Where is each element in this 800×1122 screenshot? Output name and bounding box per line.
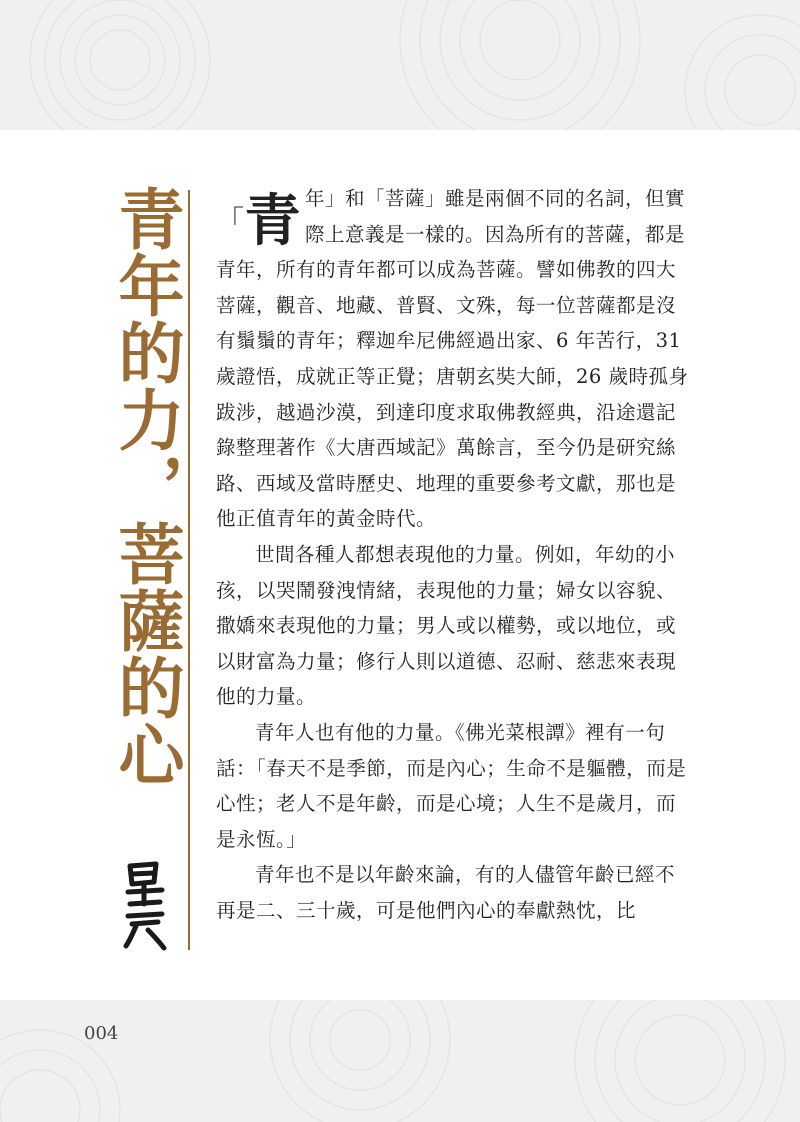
title-divider: [188, 190, 190, 950]
signature-seal: [122, 860, 168, 952]
wave-pattern-bottom: [0, 1000, 800, 1122]
chapter-title: 青年的力，菩薩的心: [107, 185, 185, 788]
wave-pattern-top: [0, 0, 800, 130]
paragraph-1: 「青 年」和「菩薩」雖是兩個不同的名詞，但實際上意義是一樣的。因為所有的菩薩，都是青年，所有的青年都可以成為菩薩。譬如佛教的四大菩薩，觀音、地藏、普賢、文殊，每一位菩薩都是沒有鬚鬚的青年；釋迦牟尼佛經過出家、6 年苦行，31 歲證悟，成就正等正覺；唐朝玄奘大師，26 歲時孤身跋涉，越過沙漠，到達印度求取佛教經典，沿途還記錄整理著作《大唐西域記》萬餘言，至今仍是研究絲路、西域及當時歷史、地理的重要參考文獻，那也是他正值青年的黃金時代。: [216, 187, 689, 531]
footer-decoration: [0, 1000, 800, 1122]
header-decoration: [0, 0, 800, 130]
paragraph-2: 世間各種人都想表現他的力量。例如，年幼的小孩，以哭鬧發洩情緒，表現他的力量；婦女以容貌、撒嬌來表現他的力量；男人或以權勢，或以地位，或以財富為力量；修行人則以道德、忍耐、慈悲來表現他的力量。: [216, 542, 677, 709]
page-number: 004: [84, 1023, 119, 1044]
paragraph-4: 青年也不是以年齡來論，有的人儘管年齡已經不再是二、三十歲，可是他們內心的奉獻熱忱，比: [216, 863, 676, 922]
paragraph-3: 青年人也有他的力量。《佛光菜根譚》裡有一句話：「春天不是季節，而是內心；生命不是軀體，而是心性；老人不是年齡，而是心境；人生不是歲月，而是永恆。」: [216, 720, 687, 851]
article-body: [216, 181, 690, 928]
drop-cap: 「青: [216, 188, 302, 254]
